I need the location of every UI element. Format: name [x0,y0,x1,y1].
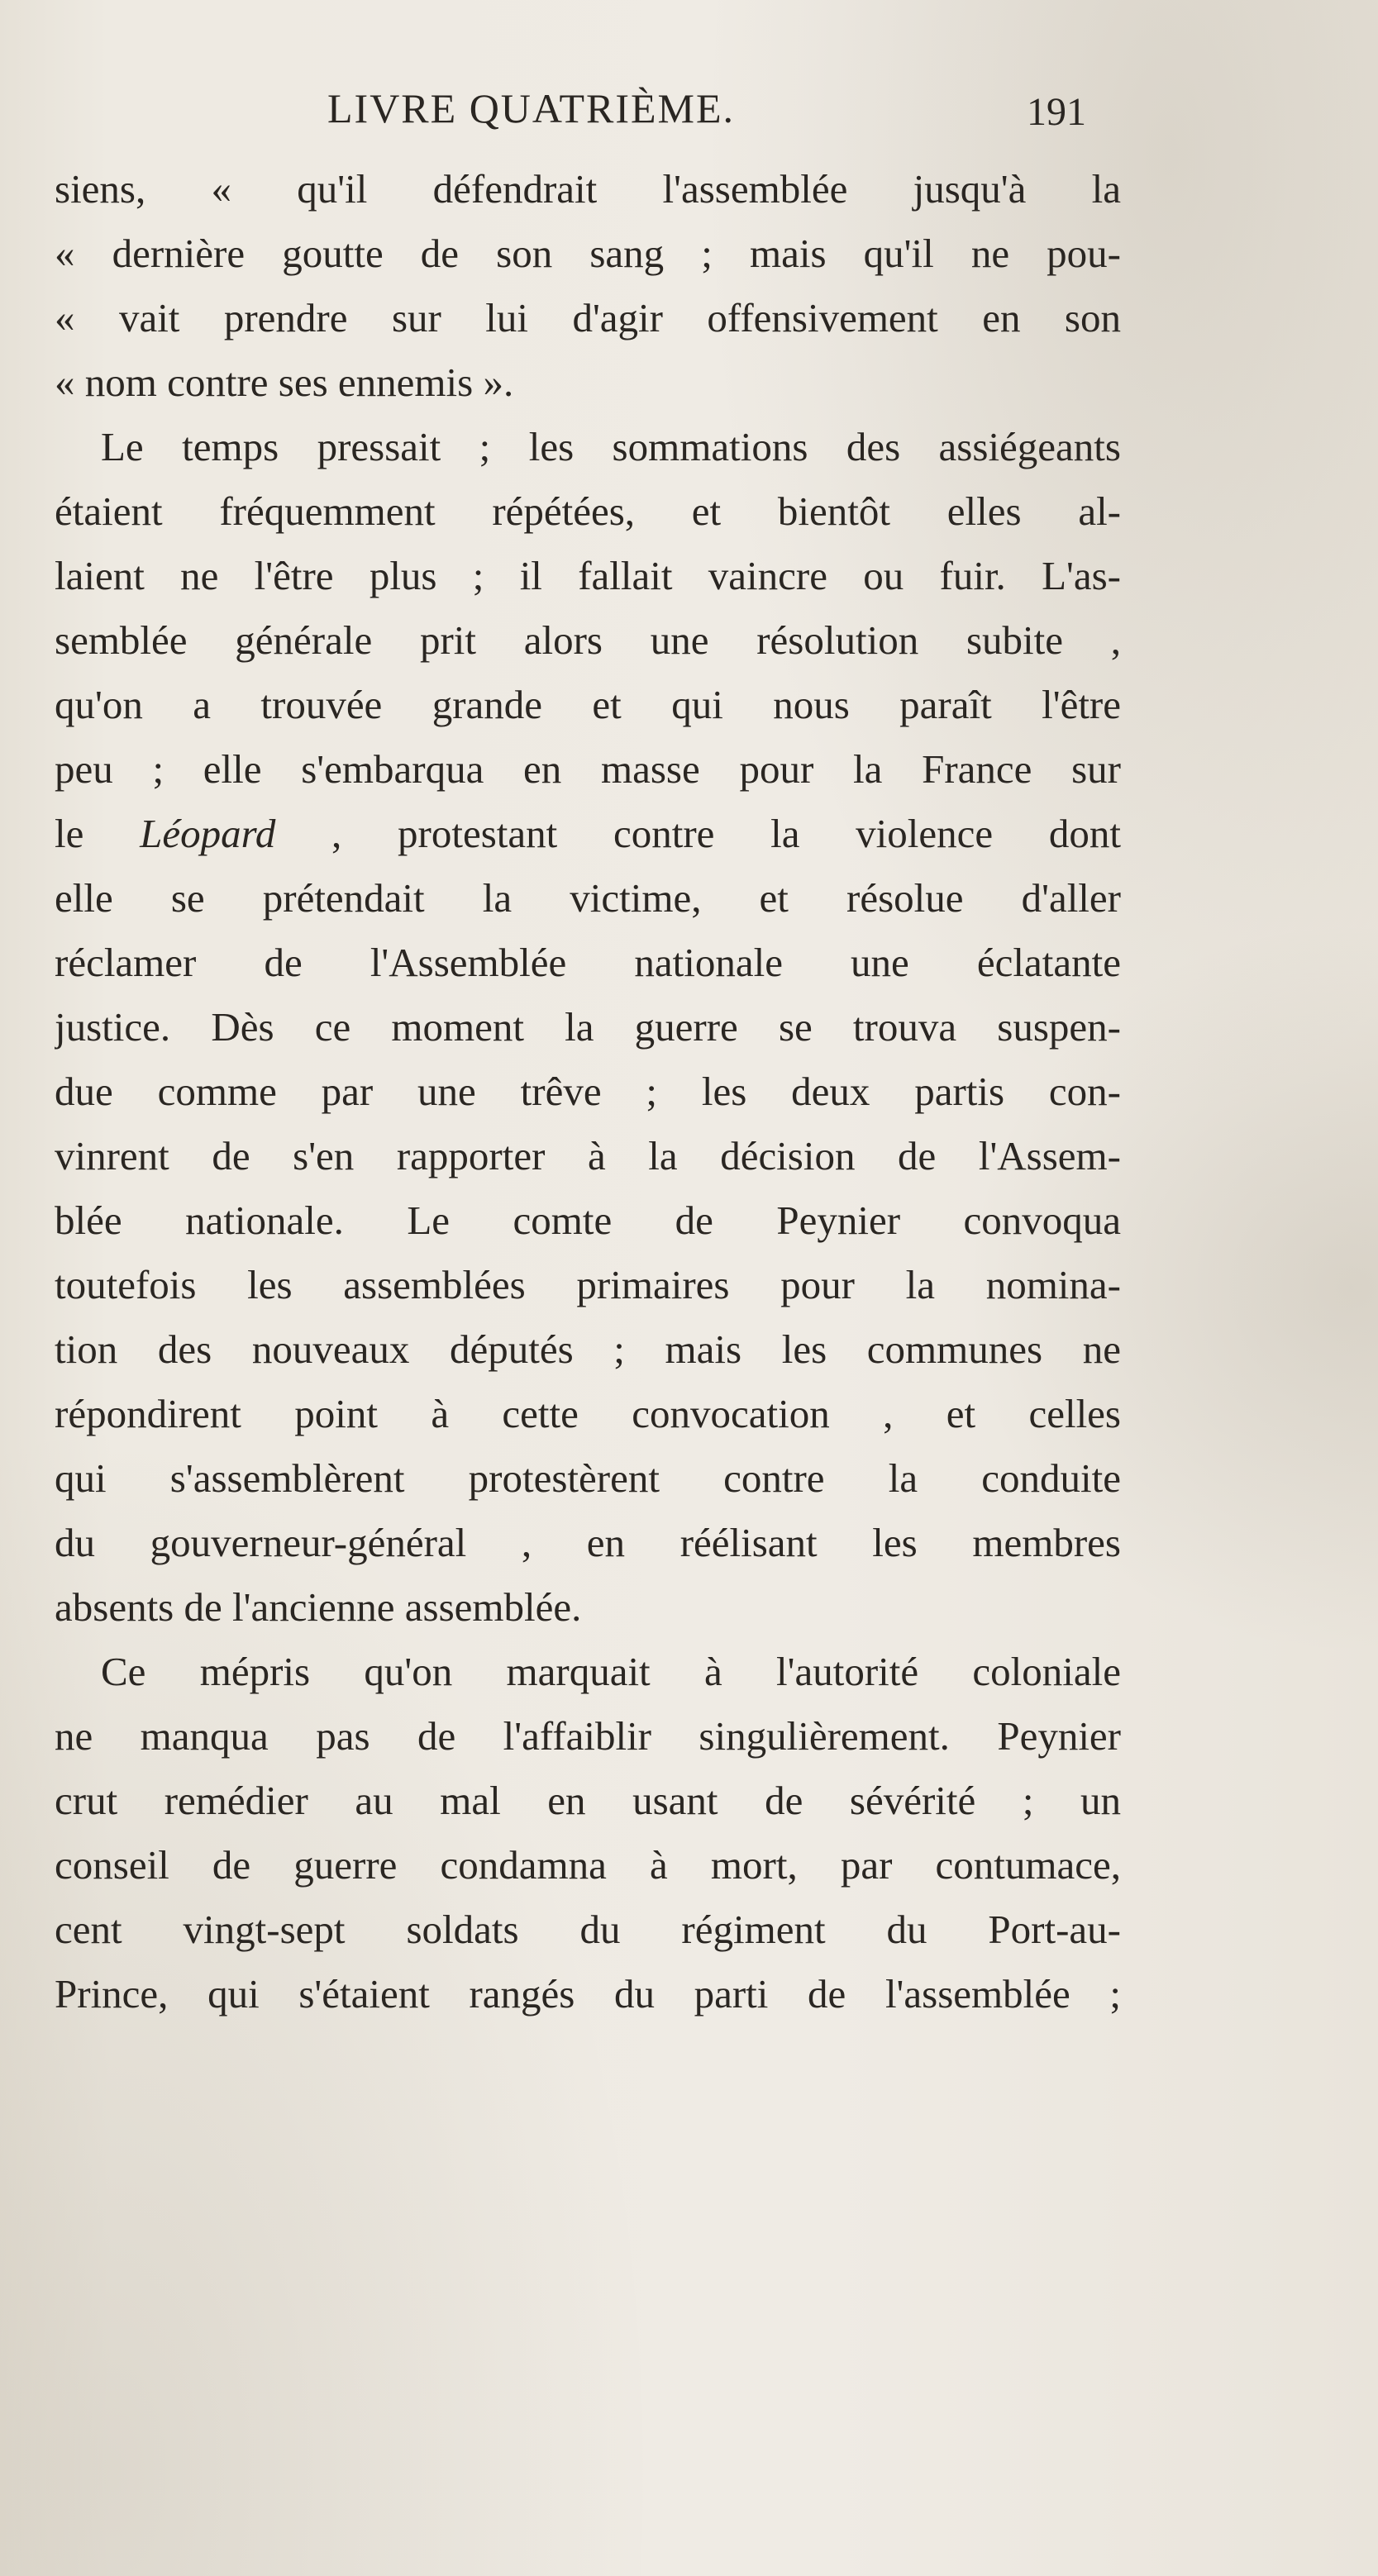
text-line: conseil de guerre condamna à mort, par contumace, [55,1842,1121,1888]
text-line: réclamer de l'Assemblée nationale une éclatante [55,940,1121,985]
text-line: « vait prendre sur lui d'agir offensivement en son [55,295,1121,340]
text-line: du gouverneur-général , en réélisant les membres [55,1520,1121,1565]
text-line: cent vingt-sept soldats du régiment du Port-au- [55,1907,1121,1952]
text-line: « nom contre ses ennemis ». [55,359,514,405]
text-line: peu ; elle s'embarqua en masse pour la France sur [55,746,1121,792]
body-text [55,157,1121,2026]
paragraph [55,1640,1121,2026]
paragraph [55,415,1121,1640]
text-line: ne manqua pas de l'affaiblir singulièrement. Peynier [55,1713,1121,1759]
ship-name: Léopard [140,811,276,856]
text-line: Le temps pressait ; les sommations des assiégeants [101,424,1121,469]
text-line: elle se prétendait la victime, et résolue d'aller [55,875,1121,921]
text-line: tion des nouveaux députés ; mais les communes ne [55,1326,1121,1372]
text-line: « dernière goutte de son sang ; mais qu'il ne pou- [55,231,1121,276]
text-line: qui s'assemblèrent protestèrent contre la conduite [55,1455,1121,1501]
text-line: Prince, qui s'étaient rangés du parti de l'assemblée ; [55,1971,1121,2017]
text-line: toutefois les assemblées primaires pour la nomina- [55,1262,1121,1307]
text-line: Ce mépris qu'on marquait à l'autorité coloniale [101,1649,1121,1694]
paragraph [55,157,1121,415]
text-line: justice. Dès ce moment la guerre se trouva suspen- [55,1004,1121,1050]
text-line: crut remédier au mal en usant de sévérité ; un [55,1778,1121,1823]
text-line: blée nationale. Le comte de Peynier convoqua [55,1198,1121,1243]
text-line: laient ne l'être plus ; il fallait vaincre ou fuir. L'as- [55,553,1121,598]
text-line: semblée générale prit alors une résolution subite , [55,617,1121,663]
text-line: étaient fréquemment répétées, et bientôt elles al- [55,488,1121,534]
running-title: LIVRE QUATRIÈME. [327,85,736,131]
text-line: qu'on a trouvée grande et qui nous paraît l'être [55,682,1121,727]
text-line: vinrent de s'en rapporter à la décision de l'Assem- [55,1133,1121,1178]
text-line: absents de l'ancienne assemblée. [55,1584,582,1630]
text-line: répondirent point à cette convocation , et celles [55,1391,1121,1436]
text-line: le Léopard , protestant contre la violence dont [55,811,1121,856]
text-line: siens, « qu'il défendrait l'assemblée jusqu'à la [55,166,1121,212]
page-header [0,84,1378,142]
text-line: due comme par une trêve ; les deux partis con- [55,1069,1121,1114]
page-number: 191 [1027,90,1086,134]
